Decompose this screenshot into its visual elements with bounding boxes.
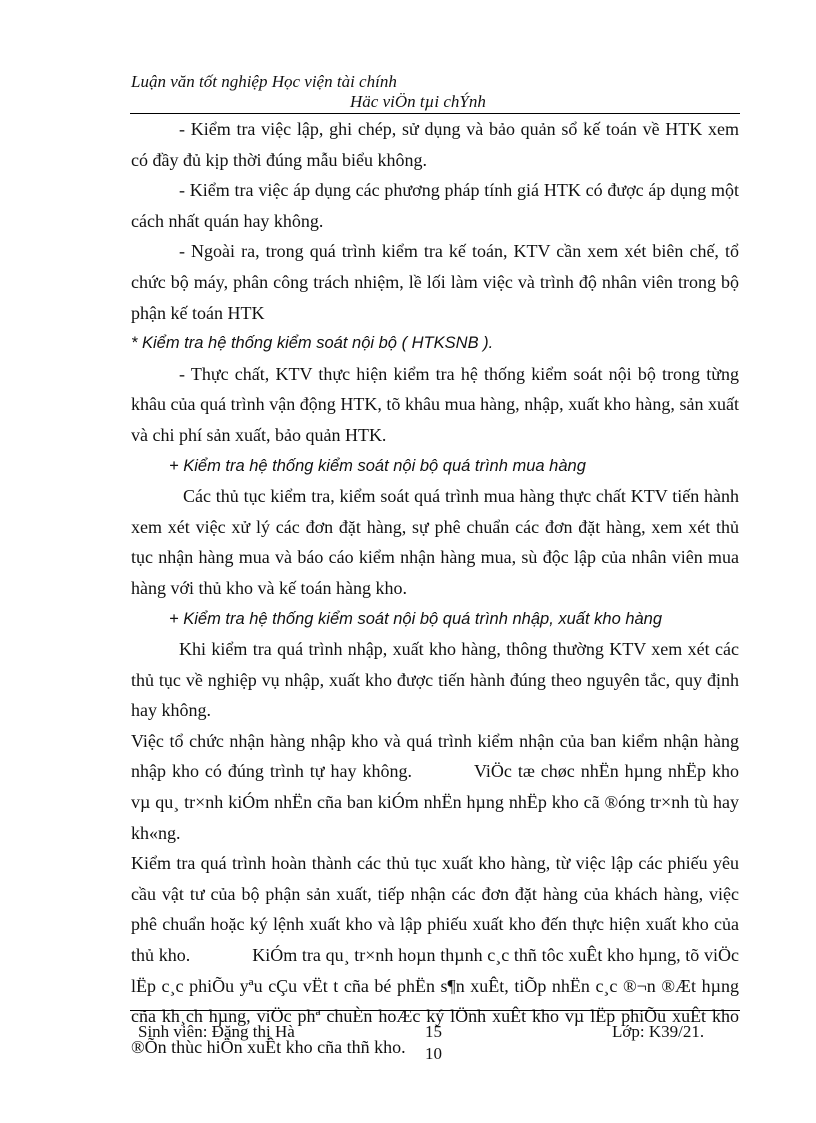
- paragraph-1: - Kiểm tra việc lập, ghi chép, sử dụng và bảo quản sổ kế toán về HTK xem có đầy đủ kịp thời đúng mẫu biểu không.: [131, 119, 739, 170]
- footer-class: Lớp: K39/21.: [612, 1022, 705, 1041]
- paragraph-6: Khi kiểm tra quá trình nhập, xuất kho hàng, thông thường KTV xem xét các thủ tục về nghiệp vụ nhập, xuất kho được tiến hành đúng theo nguyên tắc, quy định hay không.: [131, 639, 739, 721]
- header-title: Luận văn tốt nghiệp Học viện tài chính: [131, 72, 397, 91]
- paragraph-2: - Kiểm tra việc áp dụng các phương pháp tính giá HTK có được áp dụng một cách nhất quán hay không.: [131, 180, 739, 231]
- footer-rule: [130, 1010, 740, 1011]
- paragraph-8-text: Kiểm tra quá trình hoàn thành các thủ tục xuất kho hàng, từ việc lập các phiếu yêu cầu vật tư của bộ phận sản xuất, tiếp nhận các đơn đặt hàng của khách hàng, việc phê chuẩn hoặc ký lệnh xuất kho và lập phiếu xuất kho đến thực hiện xuất kho của thủ kho.: [131, 853, 739, 966]
- subheading-inventory: + Kiểm tra hệ thống kiểm soát nội bộ quá trình nhập, xuất kho hàng: [169, 609, 663, 628]
- paragraph-3: - Ngoài ra, trong quá trình kiểm tra kế toán, KTV cần xem xét biên chế, tổ chức bộ máy, phân công trách nhiệm, lề lối làm việc và trình độ nhân viên trong bộ phận kế toán HTK: [131, 241, 739, 323]
- paragraph-4: - Thực chất, KTV thực hiện kiểm tra hệ thống kiểm soát nội bộ trong từng khâu của quá trình vận động HTK, tõ khâu mua hàng, nhập, xuất kho hàng, sản xuất và chi phí sản xuất, bảo quản HTK.: [131, 363, 739, 445]
- header-subtitle: Häc viÖn tµi chÝnh: [350, 92, 486, 111]
- section-heading-htksnb: * Kiểm tra hệ thống kiểm soát nội bộ ( HTKSNB ).: [131, 334, 494, 353]
- footer-page-number: 15: [425, 1022, 442, 1041]
- document-body: [131, 114, 739, 1062]
- paragraph-5: Các thủ tục kiểm tra, kiểm soát quá trình mua hàng thực chất KTV tiến hành xem xét việc xử lý các đơn đặt hàng, sự phê chuẩn các đơn đặt hàng, xem xét thủ tục nhận hàng mua và báo cáo kiểm nhận hàng mua, sù độc lập của nhân viên mua hàng với thủ kho và kế toán hàng kho.: [131, 486, 739, 598]
- paragraph-8-legacy-text: KiÓm tra qu¸ tr×nh hoµn thµnh c¸c thñ tôc xuÊt kho hµng, tõ viÖc lËp c¸c phiÕu yªu cÇu vËt t cña bé phËn s¶n xuÊt, tiÕp nhËn c¸c ®¬n ®Æt hµng cña kh¸ch hµng, viÖc phª chuÈn hoÆc ký lÖnh xuÊt kho vµ lËp phiÕu xuÊt kho ®Õn thùc hiÖn xuÊt kho cña thñ kho.: [131, 945, 739, 1057]
- paragraph-7: [131, 726, 739, 848]
- subheading-purchasing: + Kiểm tra hệ thống kiểm soát nội bộ quá trình mua hàng: [169, 456, 586, 475]
- footer-student: Sinh viên: Đặng thị Hà: [138, 1022, 295, 1041]
- paragraph-7-text: Việc tổ chức nhận hàng nhập kho và quá trình kiểm nhận của ban kiểm nhận hàng nhập kho có đúng trình tự hay không.: [131, 730, 739, 782]
- paragraph-7-legacy-text: ViÖc tæ chøc nhËn hµng nhËp kho vµ qu¸ tr×nh kiÓm nhËn cña ban kiÓm nhËn hµng nhËp kho cã ®óng tr×nh tù hay kh«ng.: [131, 761, 739, 843]
- footer-page-number-secondary: 10: [425, 1044, 442, 1063]
